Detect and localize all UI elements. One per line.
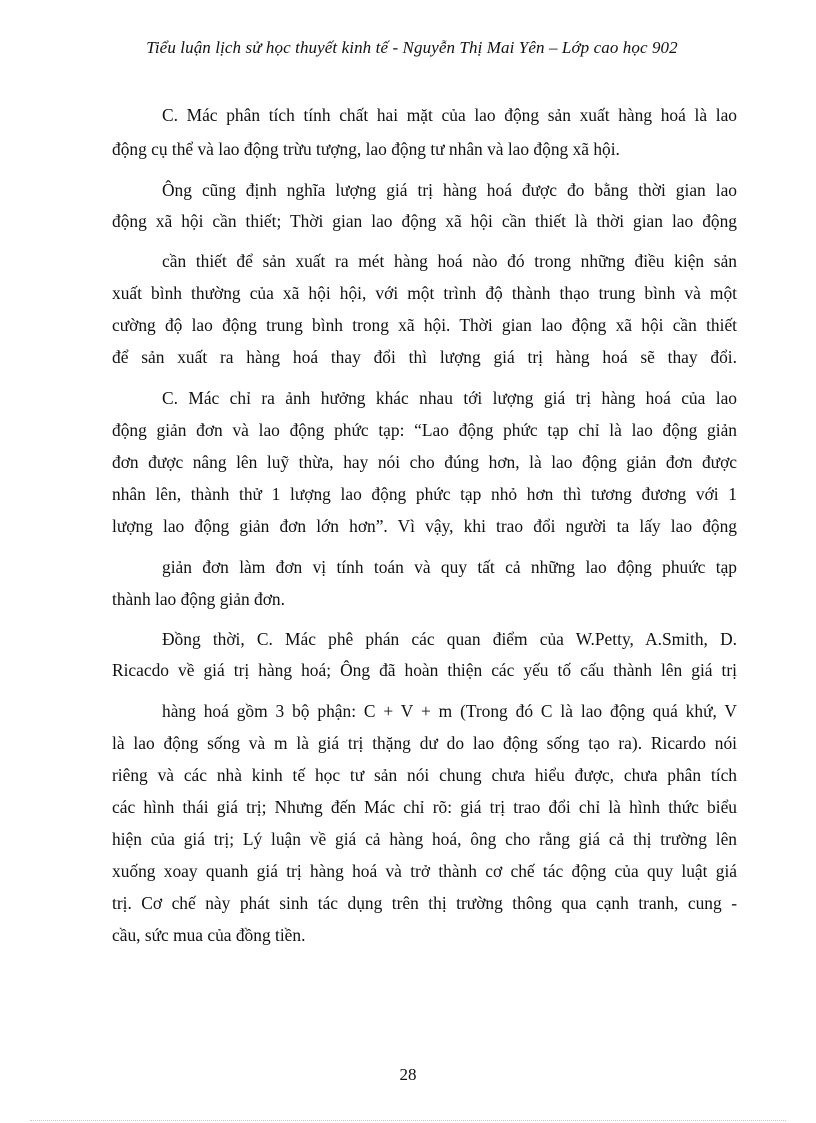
text-line: để sản xuất ra hàng hoá thay đổi thì lượng giá trị hàng hoá sẽ thay đổi. (112, 347, 737, 367)
text-line: thành lao động giản đơn. (112, 589, 285, 609)
text-line: đơn được nâng lên luỹ thừa, hay nói cho đúng hơn, là lao động giản đơn được (112, 452, 737, 472)
text-line: lượng lao động giản đơn lớn hơn”. Vì vậy, khi trao đổi người ta lấy lao động (112, 516, 737, 536)
text-line: cầu, sức mua của đồng tiền. (112, 925, 306, 945)
text-line: xuống xoay quanh giá trị hàng hoá và trở thành cơ chế tác động của quy luật giá (112, 861, 737, 881)
text-line: Đồng thời, C. Mác phê phán các quan điểm của W.Petty, A.Smith, D. (162, 629, 737, 649)
text-line: Ricacdo về giá trị hàng hoá; Ông đã hoàn thiện các yếu tố cấu thành lên giá trị (112, 660, 737, 680)
text-line: hàng hoá gồm 3 bộ phận: C + V + m (Trong đó C là lao động quá khứ, V (162, 701, 737, 721)
text-line: C. Mác phân tích tính chất hai mặt của lao động sản xuất hàng hoá là lao (162, 105, 737, 125)
text-line: xuất bình thường của xã hội hội, với một trình độ thành thạo trung bình và một (112, 283, 737, 303)
text-line: động xã hội cần thiết; Thời gian lao động xã hội cần thiết là thời gian lao động (112, 211, 737, 231)
page-bottom-rule (30, 1120, 786, 1121)
text-line: cường độ lao động trung bình trong xã hội. Thời gian lao động xã hội cần thiết (112, 315, 737, 335)
text-line: các hình thái giá trị; Nhưng đến Mác chỉ rõ: giá trị trao đổi chỉ là hình thức biểu (112, 797, 737, 817)
text-line: nhân lên, thành thử 1 lượng lao động phức tạp nhỏ hơn thì tương đương với 1 (112, 484, 737, 504)
text-line: giản đơn làm đơn vị tính toán và quy tất cả những lao động phuức tạp (162, 557, 737, 577)
text-line: là lao động sống và m là giá trị thặng dư do lao động sống tạo ra). Ricardo nói (112, 733, 737, 753)
page-number: 28 (399, 1065, 417, 1084)
text-line: riêng và các nhà kinh tế học tư sản nói chung chưa hiểu được, chưa phân tích (112, 765, 737, 785)
text-line: C. Mác chỉ ra ảnh hưởng khác nhau tới lượng giá trị hàng hoá của lao (162, 388, 737, 408)
text-line: Ông cũng định nghĩa lượng giá trị hàng hoá được đo bằng thời gian lao (162, 180, 737, 200)
running-header: Tiểu luận lịch sử học thuyết kinh tế - Nguyễn Thị Mai Yên – Lớp cao học 902 (146, 38, 678, 57)
text-line: hiện của giá trị; Lý luận về giá cả hàng hoá, ông cho rằng giá cả thị trường lên (112, 829, 737, 849)
text-line: cần thiết để sản xuất ra mét hàng hoá nào đó trong những điều kiện sản (162, 251, 737, 271)
text-line: trị. Cơ chế này phát sinh tác dụng trên thị trường thông qua cạnh tranh, cung - (112, 893, 737, 913)
text-line: động cụ thể và lao động trừu tượng, lao động tư nhân và lao động xã hội. (112, 139, 620, 159)
text-line: động giản đơn và lao động phức tạp: “Lao động phức tạp chỉ là lao động giản (112, 420, 737, 440)
